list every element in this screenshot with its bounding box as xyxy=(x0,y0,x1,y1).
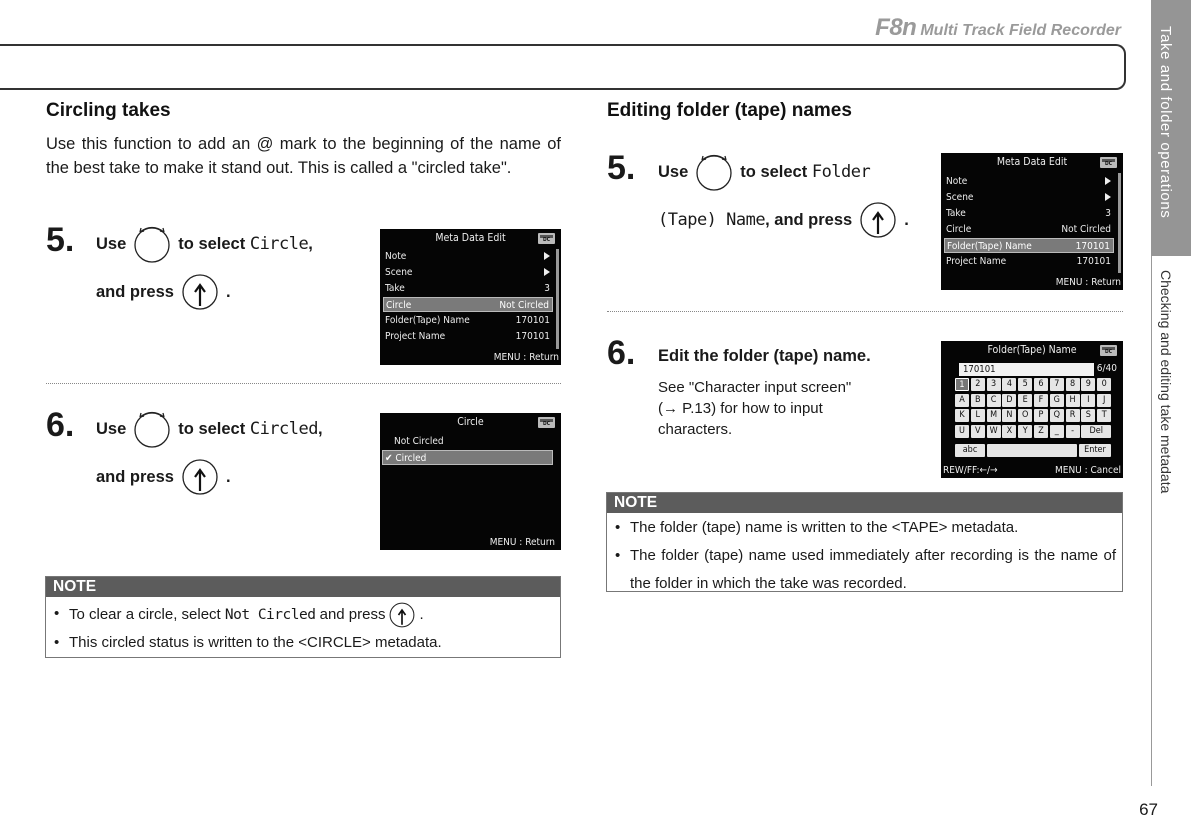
row-label: Project Name xyxy=(385,331,446,342)
circling-takes-title: Circling takes xyxy=(46,100,171,121)
step-text: , xyxy=(308,234,313,253)
note-text: . xyxy=(419,606,424,623)
right-step-6-description xyxy=(658,377,928,440)
lcd-meta-data-edit xyxy=(941,153,1123,290)
key[interactable]: - xyxy=(1066,425,1080,438)
lcd-row-circle[interactable] xyxy=(383,297,553,312)
lcd-row-folder-name[interactable] xyxy=(383,313,553,328)
row-label: Circle xyxy=(386,300,412,311)
lcd-footer-right: MENU : Cancel xyxy=(1055,465,1121,476)
key[interactable]: E xyxy=(1018,394,1032,407)
note-item: • This circled status is written to the <CIRCLE> metadata. xyxy=(46,629,560,657)
description-line: See "Character input screen" xyxy=(658,379,852,396)
name-input-field[interactable]: 170101 xyxy=(959,363,1094,376)
key[interactable]: L xyxy=(971,409,985,422)
step-text: and press xyxy=(96,282,174,301)
menu-value-code: Circle xyxy=(249,234,309,254)
lcd-title: Meta Data Edit xyxy=(435,232,506,244)
step-6-number: 6. xyxy=(46,406,75,444)
lcd-scrollbar xyxy=(556,249,559,349)
step-text: Use xyxy=(96,419,127,438)
key[interactable]: 2 xyxy=(971,378,985,391)
step-6-number: 6. xyxy=(607,334,636,372)
note-box-folder xyxy=(606,492,1123,592)
key[interactable]: 1 xyxy=(955,378,969,391)
key[interactable]: C xyxy=(987,394,1001,407)
step-text: to select xyxy=(178,419,246,438)
lcd-row-note[interactable] xyxy=(383,249,553,264)
key[interactable]: A xyxy=(955,394,969,407)
model-name: F8n xyxy=(875,14,917,41)
battery-icon xyxy=(538,417,555,428)
key[interactable]: X xyxy=(1002,425,1016,438)
lcd-footer: MENU : Return xyxy=(493,352,559,363)
key[interactable]: U xyxy=(955,425,969,438)
row-label: Scene xyxy=(385,267,413,278)
menu-value-code: Not Circled xyxy=(224,607,316,623)
note-heading: NOTE xyxy=(607,493,1122,513)
right-step-5-line2 xyxy=(658,200,909,240)
key[interactable]: O xyxy=(1018,409,1032,422)
step-text: . xyxy=(225,282,231,301)
keyboard-grid xyxy=(955,378,1111,438)
key[interactable]: 5 xyxy=(1018,378,1032,391)
left-step-5-line1 xyxy=(96,224,313,264)
menu-value-code: Folder xyxy=(811,162,871,182)
press-dial-icon xyxy=(180,457,220,497)
row-label: Take xyxy=(385,283,405,294)
step-text: and press xyxy=(96,467,174,486)
product-subtitle: Multi Track Field Recorder xyxy=(920,22,1121,39)
key[interactable]: R xyxy=(1066,409,1080,422)
step-text: , and press xyxy=(765,210,853,229)
section-tab[interactable] xyxy=(1151,0,1191,256)
row-value: 170101 xyxy=(515,331,550,342)
battery-icon xyxy=(1100,345,1117,356)
dotted-separator xyxy=(46,383,561,384)
lcd-footer: MENU : Return xyxy=(1055,277,1121,288)
arrow-right-icon xyxy=(1105,174,1111,189)
note-text: • To clear a circle, select xyxy=(69,606,221,623)
key[interactable]: Q xyxy=(1050,409,1064,422)
battery-icon xyxy=(1100,157,1117,168)
step-text: Use xyxy=(658,162,689,181)
lcd-row-scene[interactable] xyxy=(944,190,1114,205)
key[interactable]: Y xyxy=(1018,425,1032,438)
lcd-meta-data-edit xyxy=(380,229,561,365)
char-count: 6/40 xyxy=(1096,363,1117,374)
row-value: 170101 xyxy=(1075,241,1110,252)
row-value: 3 xyxy=(544,283,550,294)
note-item: • The folder (tape) name used immediately after recording is the name of the folder in which the take was recorded. xyxy=(607,542,1122,598)
row-value: Not Circled xyxy=(499,300,549,311)
right-step-5-line1 xyxy=(658,152,870,192)
keyboard-bottom-row xyxy=(955,444,1111,457)
key[interactable]: 4 xyxy=(1002,378,1016,391)
row-value: 170101 xyxy=(1076,256,1111,267)
key[interactable]: N xyxy=(1002,409,1016,422)
row-label: Note xyxy=(385,251,407,262)
header-bar xyxy=(0,44,1126,90)
key[interactable]: V xyxy=(971,425,985,438)
delete-key[interactable]: Del xyxy=(1081,425,1111,438)
option-not-circled[interactable] xyxy=(392,434,561,449)
row-label: Scene xyxy=(946,192,974,203)
rotate-dial-icon xyxy=(694,152,734,192)
menu-value-code: Circled xyxy=(249,419,318,439)
note-item xyxy=(46,601,560,629)
lcd-character-input xyxy=(941,341,1123,478)
note-heading: NOTE xyxy=(46,577,560,597)
lcd-row-scene[interactable] xyxy=(383,265,553,280)
lcd-row-note[interactable] xyxy=(944,174,1114,189)
left-step-5-line2 xyxy=(96,272,231,312)
right-step-6-text: Edit the folder (tape) name. xyxy=(658,347,871,365)
subsection-tab-label: Checking and editing take metadata xyxy=(1158,270,1174,494)
row-label: Folder(Tape) Name xyxy=(385,315,470,326)
key[interactable]: H xyxy=(1066,394,1080,407)
editing-folder-title: Editing folder (tape) names xyxy=(607,100,852,121)
row-label: Circle xyxy=(946,224,972,235)
abc-key[interactable]: abc xyxy=(955,444,985,457)
description-line: characters. xyxy=(658,421,733,438)
rotate-dial-icon xyxy=(132,224,172,264)
enter-key[interactable]: Enter xyxy=(1079,444,1111,457)
lcd-row-project-name[interactable] xyxy=(944,254,1114,269)
key[interactable]: Z xyxy=(1034,425,1048,438)
row-value: 3 xyxy=(1105,208,1111,219)
step-text: . xyxy=(904,210,909,229)
left-step-6-line1 xyxy=(96,409,323,449)
space-key[interactable] xyxy=(987,444,1077,457)
option-label: Not Circled xyxy=(394,436,444,447)
row-value: Not Circled xyxy=(1061,224,1111,235)
lcd-circle-select xyxy=(380,413,561,550)
dotted-separator xyxy=(607,311,1123,312)
page-number: 67 xyxy=(1139,800,1158,819)
key[interactable]: M xyxy=(987,409,1001,422)
lcd-row-circle[interactable] xyxy=(944,222,1114,237)
lcd-row-project-name[interactable] xyxy=(383,329,553,344)
lcd-footer: MENU : Return xyxy=(489,537,555,548)
key[interactable]: W xyxy=(987,425,1001,438)
lcd-footer-left: REW/FF:←/→ xyxy=(943,465,998,476)
key[interactable]: 3 xyxy=(987,378,1001,391)
key[interactable]: 8 xyxy=(1066,378,1080,391)
key[interactable]: S xyxy=(1081,409,1095,422)
note-box-circle xyxy=(45,576,561,658)
circling-intro: Use this function to add an @ mark to the beginning of the name of the best take to make it stand out. This is called a "circled take". xyxy=(46,135,561,177)
key[interactable]: I xyxy=(1081,394,1095,407)
note-text: and press xyxy=(319,606,386,623)
step-5-number: 5. xyxy=(607,149,636,187)
lcd-row-take[interactable] xyxy=(944,206,1114,221)
lcd-title: Folder(Tape) Name xyxy=(987,344,1077,356)
step-text: Use xyxy=(96,234,127,253)
lcd-scrollbar xyxy=(1118,173,1121,273)
lcd-title: Circle xyxy=(457,416,484,428)
key[interactable]: 9 xyxy=(1081,378,1095,391)
key[interactable]: 0 xyxy=(1097,378,1111,391)
step-text: to select xyxy=(178,234,246,253)
press-dial-icon xyxy=(180,272,220,312)
key[interactable]: P xyxy=(1034,409,1048,422)
key[interactable]: B xyxy=(971,394,985,407)
subsection-tab[interactable] xyxy=(1151,256,1191,786)
option-label: ✔ Circled xyxy=(385,453,427,464)
arrow-right-icon xyxy=(544,265,550,280)
row-label: Project Name xyxy=(946,256,1007,267)
key[interactable]: J xyxy=(1097,394,1111,407)
lcd-row-take[interactable] xyxy=(383,281,553,296)
key[interactable]: _ xyxy=(1050,425,1064,438)
option-circled[interactable] xyxy=(382,450,553,465)
arrow-right-icon xyxy=(544,249,550,264)
left-step-6-line2 xyxy=(96,457,231,497)
row-label: Folder(Tape) Name xyxy=(947,241,1032,252)
section-tab-label: Take and folder operations xyxy=(1157,26,1174,219)
key[interactable]: F xyxy=(1034,394,1048,407)
battery-icon xyxy=(538,233,555,244)
arrow-right-icon xyxy=(1105,190,1111,205)
key[interactable]: 6 xyxy=(1034,378,1048,391)
step-5-number: 5. xyxy=(46,221,75,259)
row-label: Take xyxy=(946,208,966,219)
key[interactable]: G xyxy=(1050,394,1064,407)
step-text: to select xyxy=(740,162,808,181)
press-dial-icon xyxy=(858,200,898,240)
note-item: • The folder (tape) name is written to the <TAPE> metadata. xyxy=(607,514,1122,542)
row-value: 170101 xyxy=(515,315,550,326)
key[interactable]: K xyxy=(955,409,969,422)
lcd-row-folder-name[interactable] xyxy=(944,238,1114,253)
brand-header xyxy=(875,14,1121,42)
key[interactable]: T xyxy=(1097,409,1111,422)
step-text: , xyxy=(317,419,323,438)
menu-value-code: (Tape) Name xyxy=(658,210,766,230)
description-line: (→ P.13) for how to input xyxy=(658,400,823,417)
step-text: . xyxy=(225,467,231,486)
row-label: Note xyxy=(946,176,968,187)
lcd-title: Meta Data Edit xyxy=(996,156,1068,168)
key[interactable]: 7 xyxy=(1050,378,1064,391)
press-dial-icon xyxy=(388,601,416,629)
key[interactable]: D xyxy=(1002,394,1016,407)
rotate-dial-icon xyxy=(132,409,172,449)
